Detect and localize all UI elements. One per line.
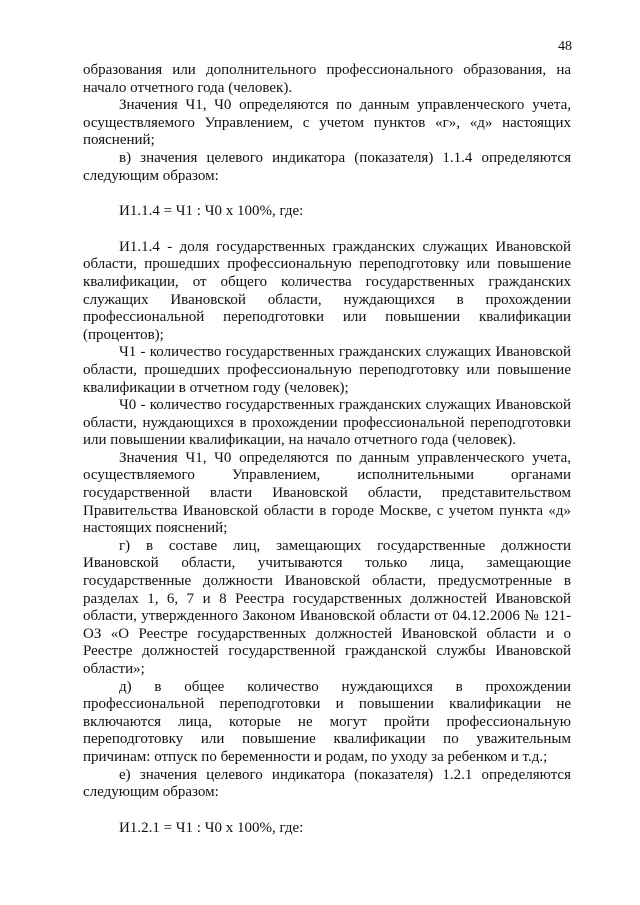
formula-block-1	[83, 203, 571, 221]
formula-block-2	[83, 820, 571, 838]
paragraph-item-v: в) значения целевого индикатора (показателя) 1.1.4 определяются следующим образом:	[83, 149, 571, 184]
page-number: 48	[558, 39, 572, 54]
paragraph-values-source-2: Значения Ч1, Ч0 определяются по данным управленческого учета, осуществляемого Управлением, исполнительными органами государственной власти Ивановской области, представительством Правительства Ивановской области в городе Москве, с учетом пункта «д» настоящих пояснений;	[83, 449, 571, 537]
paragraph-item-e: е) значения целевого индикатора (показателя) 1.2.1 определяются следующим образом:	[83, 766, 571, 801]
formula-i121: И1.2.1 = Ч1 : Ч0 х 100%, где:	[119, 819, 304, 836]
document-body	[83, 62, 571, 855]
paragraph-values-source-1: Значения Ч1, Ч0 определяются по данным управленческого учета, осуществляемого Управлением, с учетом пунктов «г», «д» настоящих пояснений;	[83, 97, 571, 149]
paragraph-ch0-definition: Ч0 - количество государственных гражданских служащих Ивановской области, нуждающихся в прохождении профессиональной переподготовки или повышении квалификации, на начало отчетного года (человек).	[83, 397, 571, 449]
paragraph-continuation: образования или дополнительного профессионального образования, на начало отчетного года (человек).	[83, 62, 571, 96]
paragraph-i114-definition: И1.1.4 - доля государственных гражданских служащих Ивановской области, прошедших профессиональную переподготовку или повышение квалификации, от общего количества государственных гражданских служащих Ивановской области, нуждающихся в прохождении профессиональной переподготовки или повышении квалификации (процентов);	[83, 238, 571, 343]
paragraph-item-g: г) в составе лиц, замещающих государственные должности Ивановской области, учитываются только лица, замещающие государственные должности Ивановской области, предусмотренные в разделах 1, 6, 7 и 8 Реестра государственных должностей Ивановской области, утвержденного Законом Ивановской области от 04.12.2006 № 121-ОЗ «О Реестре государственных должностей Ивановской области и о Реестре должностей государственной гражданской службы Ивановской области»;	[83, 537, 571, 677]
formula-i114: И1.1.4 = Ч1 : Ч0 х 100%, где:	[119, 203, 304, 220]
paragraph-item-d: д) в общее количество нуждающихся в прохождении профессиональной переподготовки и повышении квалификации не включаются лица, которые не могут пройти профессиональную переподготовку или повышение квалификации по уважительным причинам: отпуск по беременности и родам, по уходу за ребенком и т.д.;	[83, 678, 571, 765]
paragraph-ch1-definition: Ч1 - количество государственных гражданских служащих Ивановской области, прошедших профессиональную переподготовку или повышение квалификации в отчетном году (человек);	[83, 344, 571, 396]
